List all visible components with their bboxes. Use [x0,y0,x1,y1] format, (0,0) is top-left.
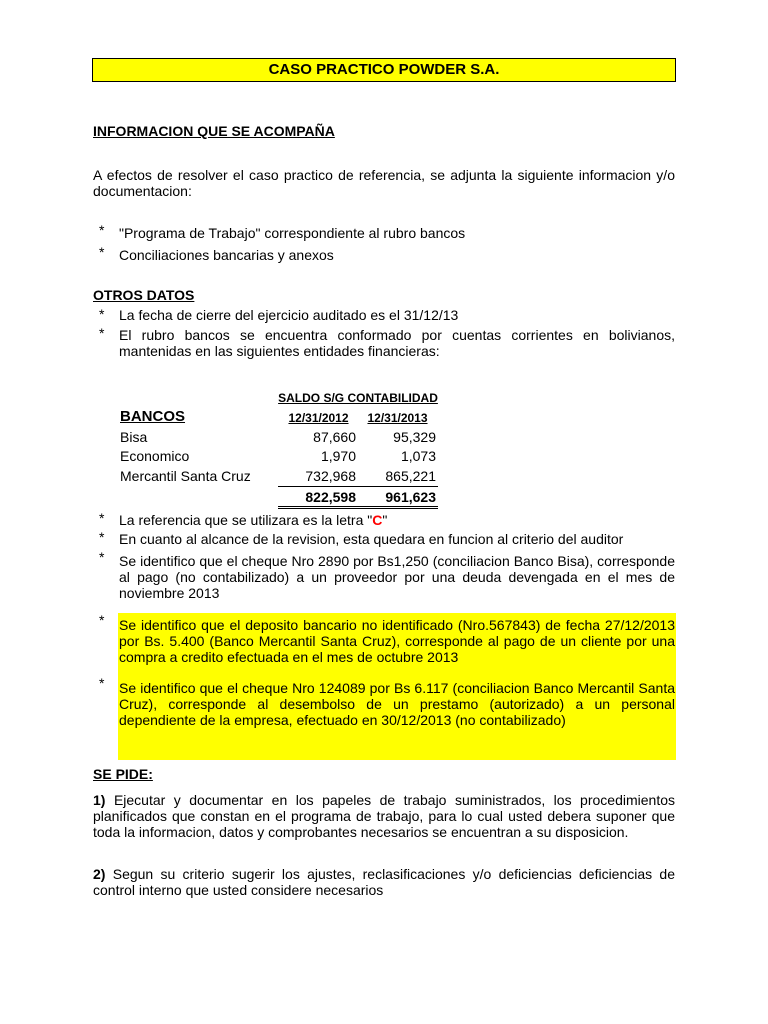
list-item: "Programa de Trabajo" correspondiente al rubro bancos [119,225,466,241]
table-group-header: SALDO S/G CONTABILIDAD [278,391,438,405]
balance-2012: 732,968 [305,468,356,484]
table-col-label: BANCOS [120,408,186,425]
list-item: Conciliaciones bancarias y anexos [119,247,334,263]
table-col-header: 12/31/2012 [288,411,349,425]
bullet-marker: * [99,549,105,565]
section-heading-informacion: INFORMACION QUE SE ACOMPAÑA [93,123,335,139]
bullet-marker: * [99,244,105,260]
total-2013: 961,623 [385,489,436,505]
requirement-2: 2) Segun su criterio sugerir los ajustes, reclasificaciones y/o deficiencias deficiencias de control interno que usted considere necesarios [93,866,675,898]
bank-name: Economico [120,448,190,464]
bullet-marker: * [99,675,105,691]
bank-name: Bisa [120,429,148,445]
total-rule [278,506,438,507]
intro-paragraph: A efectos de resolver el caso practico de referencia, se adjunta la siguiente informacion y/o documentacion: [93,167,675,199]
subtotal-rule [278,486,438,487]
bullet-marker: * [99,529,105,545]
requirement-1: 1) Ejecutar y documentar en los papeles de trabajo suministrados, los procedimientos planificados que constan en el programa de trabajo, para lo cual usted debera suponer que toda la informacion, datos y comprobantes necesarios se encuentran a su disposicion. [93,792,675,840]
reference-letter: C [372,512,383,528]
balance-2013: 95,329 [393,429,436,445]
bullet-marker: * [99,306,105,322]
list-item-highlighted: Se identifico que el deposito bancario no identificado (Nro.567843) de fecha 27/12/2013 por Bs. 5.400 (Banco Mercantil Santa Cruz), corresponde al pago de un cliente por una compra a credito efectuada en el mes de octubre 2013 [119,617,675,665]
list-item: La fecha de cierre del ejercicio auditado es el 31/12/13 [119,307,459,323]
list-item: El rubro bancos se encuentra conformado por cuentas corrientes en bolivianos, mantenidas en las siguientes entidades financieras: [119,327,675,359]
section-heading-se-pide: SE PIDE: [93,766,153,782]
section-heading-otros-datos: OTROS DATOS [93,287,195,303]
list-item: En cuanto al alcance de la revision, esta quedara en funcion al criterio del auditor [119,531,624,547]
total-rule [278,508,438,509]
document-title: CASO PRACTICO POWDER S.A. [92,58,676,82]
list-item-highlighted: Se identifico que el cheque Nro 124089 por Bs 6.117 (conciliacion Banco Mercantil Santa Cruz), corresponde al desembolso de un prestamo (autorizado) a un personal dependiente de la empresa, efectuado en 30/12/2013 (no contabilizado) [119,680,675,728]
bullet-marker: * [99,222,105,238]
list-item: La referencia que se utilizara es la letra "C" [119,512,388,528]
balance-2012: 1,970 [320,448,356,464]
bullet-marker: * [99,325,105,341]
balance-2012: 87,660 [313,429,356,445]
list-item: Se identifico que el cheque Nro 2890 por Bs1,250 (conciliacion Banco Bisa), corresponde al pago (no contabilizado) a un proveedor por una deuda devengada en el mes de noviembre 2013 [119,553,675,601]
balance-2013: 1,073 [400,448,436,464]
bullet-marker: * [99,510,105,526]
balance-2013: 865,221 [385,468,436,484]
total-2012: 822,598 [305,489,356,505]
bullet-marker: * [99,612,105,628]
table-col-header: 12/31/2013 [367,411,428,425]
bank-name: Mercantil Santa Cruz [120,468,251,484]
